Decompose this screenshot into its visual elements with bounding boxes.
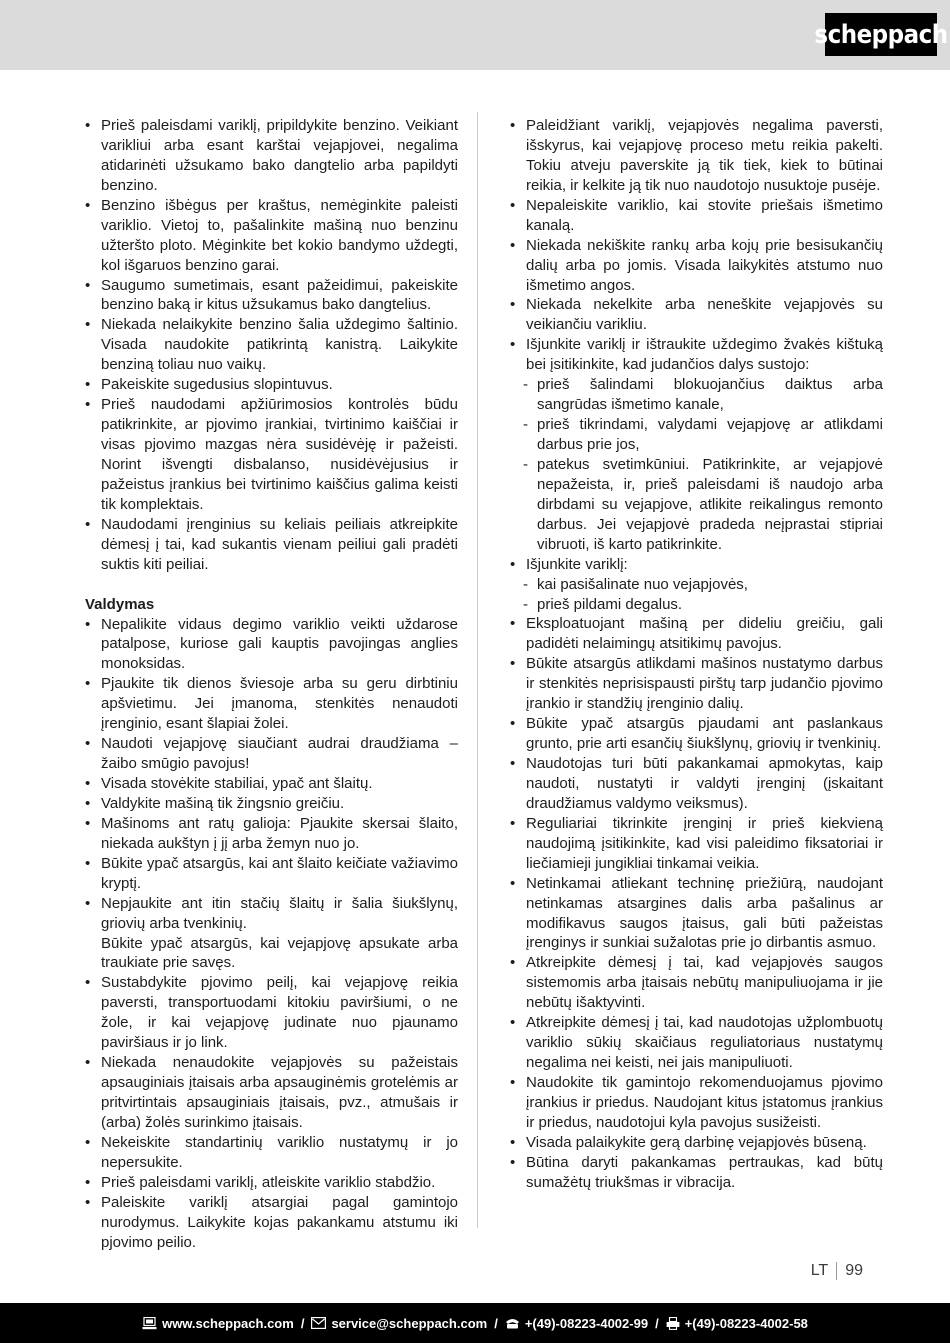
list-item-dash [510,595,883,615]
item-text: Mašinoms ant ratų galioja: Pjaukite skersai šlaito, niekada aukštyn į jį arba žemyn nuo jo. [101,814,458,852]
bullet-marker: • [510,555,516,573]
item-text: Niekada nekiškite rankų arba kojų prie besisukančių dalių arba po jomis. Visada laikykitės atstumo nuo išmetimo angos. [526,236,883,294]
list-item-bullet [85,894,458,934]
logo-text: scheppach [814,19,948,50]
list-item-bullet [510,754,883,814]
bullet-marker: • [85,396,91,414]
bullet-marker: • [85,1193,91,1211]
item-text: Atkreipkite dėmesį į tai, kad vejapjovės saugos sistemomis arba įtaisais nebūtų manipuliuojama ir jie nebūtų išaktyvinti. [526,954,883,1012]
list-item-bullet [510,1133,883,1153]
bullet-marker: • [510,1074,516,1091]
list-item-bullet [85,973,458,1053]
bullet-marker: • [510,117,516,134]
item-text: Visada stovėkite stabiliai, ypač ant šlaitų. [101,775,373,792]
computer-icon [142,1317,157,1330]
page-label-separator [836,1262,837,1280]
footer-separator: / [655,1315,659,1331]
list-item-plain: Būkite ypač atsargūs, kai vejapjovę apsukate arba traukiate prie savęs. [101,934,458,972]
item-text: Naudoti vejapjovę siaučiant audrai draudžiama – žaibo smūgio pavojus! [101,735,458,773]
bullet-marker: • [85,376,91,394]
item-text: Būkite ypač atsargūs pjaudami ant paslankaus grunto, prie arti esančių šiukšlynų, griovių ir tvenkinių. [526,715,883,753]
footer-band [0,1303,950,1343]
list-item-dash [510,455,883,555]
bullet-marker: • [85,117,91,134]
bullet-marker: • [510,336,516,354]
item-text: Nekeiskite standartinių variklio nustatymų ir jo nepersukite. [101,1133,458,1171]
bullet-marker: • [85,894,91,912]
list-item-bullet [85,395,458,515]
footer-phone: +(49)-08223-4002-99 [524,1315,649,1331]
bullet-marker: • [85,316,91,334]
list-item-bullet [85,515,458,575]
footer-separator: / [494,1315,498,1331]
list-item-bullet [85,774,458,794]
page-number: 99 [845,1262,863,1279]
footer-fax: +(49)-08223-4002-58 [684,1315,808,1331]
item-text: Išjunkite variklį: [526,555,628,573]
footer-email: service@scheppach.com [331,1315,488,1331]
bullet-marker: • [510,715,516,733]
item-text: Būkite ypač atsargūs, kai ant šlaito keičiate važiavimo kryptį. [101,854,458,892]
envelope-icon [311,1317,326,1329]
footer-email-segment [311,1316,487,1331]
bullet-marker: • [85,675,91,693]
bullet-marker: • [85,794,91,812]
item-text: Atkreipkite dėmesį į tai, kad naudotojas užplombuotų variklio sūkių skaičiaus reguliatoriaus nustatymų negalima nei keisti, nei jais manipuliuoti. [526,1014,883,1072]
bullet-marker: • [85,1173,91,1191]
bullet-marker: • [85,814,91,832]
item-text: Paleidžiant variklį, vejapjovės negalima paversti, išskyrus, kai vejapjovę proceso metu reikia pakelti. Tokiu atveju paverskite ją tik tiek, kiek to būtinai reikia, ir kelkite ją tik nuo naudotojo nusuktoje pusėje. [526,117,883,194]
list-item-bullet [510,874,883,954]
list-item-bullet [85,375,458,395]
item-text: prieš tikrindami, valydami vejapjovę ar atlikdami darbus prie jos, [537,416,883,453]
list-item-bullet [85,794,458,814]
footer-separator: / [300,1315,305,1331]
list-item-bullet [85,1133,458,1173]
list-item-bullet [85,116,458,196]
header-band [0,0,950,70]
list-item-bullet [85,196,458,276]
list-item-bullet [510,555,883,575]
footer-website-segment [142,1316,294,1331]
item-text: kai pasišalinate nuo vejapjovės, [537,575,748,593]
item-text: Būtina daryti pakankamas pertraukas, kad būtų sumažėtų triukšmas ir vibracija. [526,1153,883,1191]
list-item-bullet [85,276,458,316]
dash-marker: - [523,455,528,473]
section-heading: Valdymas [85,595,155,613]
bullet-marker: • [510,655,516,673]
item-text: Visada palaikykite gerą darbinę vejapjovės būseną. [526,1133,867,1151]
content-columns [85,116,883,1253]
bullet-marker: • [510,954,516,972]
list-item-bullet [85,674,458,734]
list-item-bullet [510,654,883,714]
item-text: patekus svetimkūniui. Patikrinkite, ar vejapjovė nepažeista, ir, prieš paleisdami iš naudojo arba dirbdami su vejapjove, atlikite reikalingus remonto darbus. Jei vejapjovė pradeda neįprastai stipriai vibruoti, iš karto patikrinkite. [537,455,883,553]
item-text: Nepjaukite ant itin stačių šlaitų ir šalia šiukšlynų, griovių arba tvenkinių. [101,894,458,932]
bullet-marker: • [85,735,91,753]
page-label [811,1262,863,1280]
footer-phone-segment [505,1316,648,1331]
item-text: prieš pildami degalus. [537,595,683,613]
bullet-marker: • [510,296,516,314]
telephone-icon [505,1317,520,1329]
bullet-marker: • [85,854,91,872]
item-text: Valdykite mašiną tik žingsnio greičiu. [101,794,345,812]
list-item-bullet [85,734,458,774]
list-item-bullet [510,236,883,296]
dash-marker: - [523,416,528,434]
bullet-marker: • [510,236,516,254]
list-item-bullet [85,1193,458,1253]
item-text: Pakeiskite sugedusius slopintuvus. [101,376,333,394]
bullet-marker: • [85,1054,91,1072]
bullet-marker: • [85,276,91,294]
bullet-marker: • [85,775,91,792]
item-text: Prieš naudodami apžiūrimosios kontrolės būdu patikrinkite, ar pjovimo įrankiai, tvirtinimo kaiščiai ir visas pjovimo mazgas nėra susidėvėję ir pažeisti. Norint išvengti disbalanso, nusidėvėjusius ir pažeistus įrankius bei tvirtinimo kaiščius galima keisti tik komplektais. [101,396,458,513]
dash-marker: - [523,376,528,394]
item-text: Nepalikite vidaus degimo variklio veikti uždarose patalpose, kuriose gali kauptis pavojingas anglies monoksidas. [101,615,458,673]
item-text: Eksploatuojant mašiną per dideliu greičiu, gali padidėti nelaimingų atsitikimų pavojus. [526,615,883,653]
item-text: Naudodami įrenginius su keliais peiliais atkreipkite dėmesį į tai, kad sukantis vienam peiliui gali pradėti suktis kiti peiliai. [101,515,458,573]
bullet-marker: • [510,814,516,832]
list-item-bullet [85,854,458,894]
item-text: Išjunkite variklį ir ištraukite uždegimo žvakės kištuką bei įsitikinkite, kad judančios dalys sustojo: [526,336,883,374]
dash-marker: - [523,575,528,593]
item-text: Sustabdykite pjovimo peilį, kai vejapjovę reikia paversti, transportuodami kitokiu paviršiumi, o ne žole, ir kai vejapjovę judinate nuo pjaunamo paviršiaus ir jo link. [101,974,458,1052]
bullet-marker: • [510,1133,516,1151]
list-item-bullet [510,1013,883,1073]
list-item-bullet [85,615,458,675]
scheppach-logo [814,13,948,56]
item-text: Niekada nekelkite arba neneškite vejapjovės su veikiančiu varikliu. [526,296,883,334]
bullet-marker: • [85,974,91,992]
bullet-marker: • [85,515,91,533]
bullet-marker: • [510,755,516,772]
item-text: Naudokite tik gamintojo rekomenduojamus pjovimo įrankius ir priedus. Naudojant kitus įstatomus įrankius ir priedus, naudotojui kyla pavojus susižeisti. [526,1074,883,1131]
item-text: Naudotojas turi būti pakankamai apmokytas, kaip naudoti, nustatyti ir valdyti įrenginį (įskaitant draudžiamus valdymo veiksmus). [526,755,883,812]
list-item-bullet [510,714,883,754]
item-text: Prieš paleisdami variklį, atleiskite variklio stabdžio. [101,1173,436,1191]
page-label-lang: LT [810,1262,829,1279]
item-text: Prieš paleisdami variklį, pripildykite benzino. Veikiant varikliui arba esant karštai vejapjovei, negalima atidarinėti užsukamo bako dangtelio arba papildyti benzino. [101,117,458,194]
item-text: Niekada nenaudokite vejapjovės su pažeistais apsauginiais įtaisais arba apsauginėmis grotelėmis ar pritvirtintais apsauginiais įtaisais, pvz., atmušais ir (arba) žolės surinkimo įtaisais. [101,1054,458,1131]
item-text: Paleiskite variklį atsargiai pagal gamintojo nurodymus. Laikykite kojas pakankamu atstumu iki pjovimo peilio. [101,1193,458,1251]
bullet-marker: • [510,1014,516,1032]
list-item-dash [510,375,883,415]
bullet-marker: • [510,874,516,892]
list-item-bullet [85,1173,458,1193]
item-text: prieš šalindami blokuojančius daiktus arba sangrūdas išmetimo kanale, [537,376,883,414]
bullet-marker: • [510,1153,516,1171]
footer-fax-segment [666,1316,808,1331]
fax-icon [666,1317,680,1330]
list-item-bullet [510,1153,883,1193]
left-column [85,116,458,1253]
item-text: Netinkamai atliekant techninę priežiūrą, naudojant netinkamas atsargines dalis arba pašalinus ar modifikavus saugos įtaisus, gali būti pažeistas įrenginys ir sunkiai sužalotas prie jo dirbantis asmuo. [526,874,883,952]
list-item-bullet [85,315,458,375]
item-text: Benzino išbėgus per kraštus, nemėginkite paleisti variklio. Vietoj to, pašalinkite mašiną nuo benzinu užteršto ploto. Mėginkite bet kokio bandymo uždegti, kol išgaruos benzino garai. [101,196,458,274]
list-item-bullet [510,614,883,654]
list-item-bullet [510,295,883,335]
item-text: Reguliariai tikrinkite įrenginį ir prieš kiekvieną naudojimą įsitikinkite, kad visi paleidimo fiksatoriai ir liečiamieji jungikliai tinkamai veikia. [526,814,883,872]
footer-website: www.scheppach.com [162,1315,294,1331]
item-text: Pjaukite tik dienos šviesoje arba su geru dirbtiniu apšvietimu. Jei įmanoma, stenkitės nenaudoti įrenginio, esant šlapiai žolei. [101,675,458,733]
list-item-bullet [85,814,458,854]
list-item-dash [510,575,883,595]
list-item-bullet [510,1073,883,1133]
right-column [510,116,883,1253]
bullet-marker: • [85,196,91,214]
bullet-marker: • [510,615,516,633]
list-item-bullet [510,953,883,1013]
list-item-bullet [85,1053,458,1133]
item-text: Niekada nelaikykite benzino šalia uždegimo šaltinio. Visada naudokite patikrintą kanistrą. Laikykite benziną toliau nuo vaikų. [101,316,458,374]
item-text: Nepaleiskite variklio, kai stovite priešais išmetimo kanalą. [526,196,883,234]
list-item-bullet [510,116,883,196]
list-item-dash [510,415,883,455]
list-item-bullet [510,196,883,236]
list-item-bullet [510,335,883,375]
bullet-marker: • [85,1133,91,1151]
item-text: Būkite atsargūs atlikdami mašinos nustatymo darbus ir stenkitės neprisispausti pirštų tarp judančio pjovimo įrankio ir standžių įrenginio dalių. [526,655,883,713]
item-text: Saugumo sumetimais, esant pažeidimui, pakeiskite benzino baką ir kitus užsukamus bako dangtelius. [101,276,458,314]
bullet-marker: • [85,615,91,633]
dash-marker: - [523,595,528,613]
list-item-bullet [510,814,883,874]
bullet-marker: • [510,196,516,214]
